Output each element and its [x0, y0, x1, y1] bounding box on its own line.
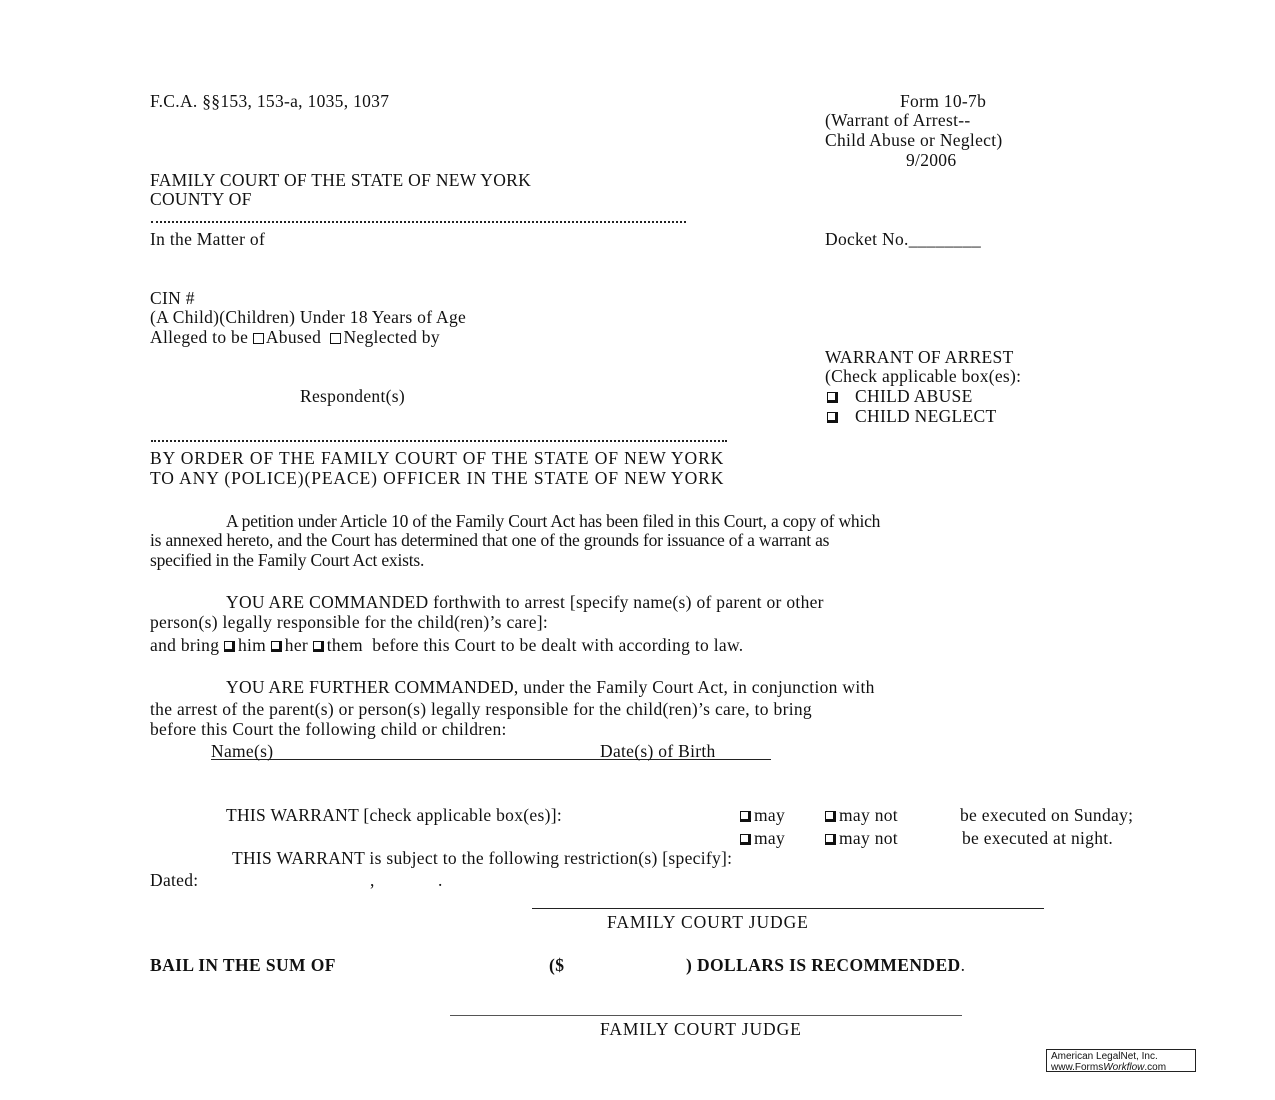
order-line1: BY ORDER OF THE FAMILY COURT OF THE STATE OF NEW YORK: [150, 448, 725, 468]
petition-line1: A petition under Article 10 of the Family Court Act has been filed in this Court, a copy of which: [226, 511, 881, 531]
bail-period: .: [960, 955, 966, 975]
warrant-instruction: (Check applicable box(es):: [825, 366, 1022, 386]
docket-blank: ________: [908, 229, 982, 249]
child-neglect-option[interactable]: [827, 406, 996, 426]
petition-line2: is annexed hereto, and the Court has determined that one of the grounds for issuance of a warrant as: [150, 530, 830, 550]
form-date: 9/2006: [906, 150, 957, 170]
alleged-prefix: Alleged to be: [150, 327, 253, 347]
night-may-option[interactable]: [740, 828, 785, 848]
judge-signature-line[interactable]: [532, 908, 1044, 909]
bring-prefix: and bring: [150, 635, 224, 655]
child-abuse-checkbox[interactable]: [827, 392, 838, 403]
docket-number-field[interactable]: [825, 229, 981, 249]
further-line1: YOU ARE FURTHER COMMANDED, under the Family Court Act, in conjunction with: [226, 677, 875, 697]
publisher-badge: [1046, 1049, 1196, 1072]
night-may-checkbox[interactable]: [740, 834, 751, 845]
website-prefix: www.Forms: [1051, 1062, 1104, 1073]
bring-suffix: before this Court to be dealt with according to law.: [362, 635, 744, 655]
her-checkbox[interactable]: [271, 641, 282, 652]
commanded-line1: YOU ARE COMMANDED forthwith to arrest [specify name(s) of parent or other: [226, 592, 824, 612]
sunday-may-label: may: [754, 805, 786, 825]
child-neglect-label: CHILD NEGLECT: [855, 406, 997, 426]
commanded-line2: person(s) legally responsible for the child(ren)’s care]:: [150, 612, 549, 632]
bail-suffix: [686, 955, 965, 975]
order-line2: TO ANY (POLICE)(PEACE) OFFICER IN THE STATE OF NEW YORK: [150, 468, 725, 488]
website-italic: Workflow: [1103, 1062, 1145, 1073]
him-checkbox[interactable]: [224, 641, 235, 652]
execution-label: THIS WARRANT [check applicable box(es)]:: [226, 805, 562, 825]
bring-line: [150, 635, 743, 655]
dated-label: Dated:: [150, 870, 199, 890]
night-may-not-option[interactable]: [825, 828, 898, 848]
bail-judge-signature-line[interactable]: [450, 1015, 962, 1016]
caption-divider-top: [151, 221, 686, 223]
publisher-name: American LegalNet, Inc.: [1051, 1051, 1158, 1062]
court-name: FAMILY COURT OF THE STATE OF NEW YORK: [150, 170, 532, 190]
them-label: them: [326, 635, 363, 655]
in-the-matter-of: In the Matter of: [150, 229, 266, 249]
sunday-may-checkbox[interactable]: [740, 811, 751, 822]
bail-judge-title: FAMILY COURT JUDGE: [600, 1019, 802, 1039]
him-label: him: [237, 635, 267, 655]
further-line3: before this Court the following child or children:: [150, 719, 507, 739]
respondent-label: Respondent(s): [300, 386, 405, 406]
sunday-may-not-option[interactable]: [825, 805, 898, 825]
county-label: COUNTY OF: [150, 189, 252, 209]
publisher-website: [1051, 1062, 1191, 1073]
child-age-line: (A Child)(Children) Under 18 Years of Age: [150, 307, 467, 327]
abused-checkbox[interactable]: [253, 333, 264, 344]
further-line2: the arrest of the parent(s) or person(s) legally responsible for the child(ren)’s care, to bring: [150, 699, 812, 719]
child-neglect-checkbox[interactable]: [827, 412, 838, 423]
neglected-checkbox[interactable]: [330, 333, 341, 344]
sunday-may-not-checkbox[interactable]: [825, 811, 836, 822]
night-text: be executed at night.: [962, 828, 1114, 848]
dated-comma: ,: [370, 870, 375, 890]
bail-dollar: ($: [549, 955, 565, 975]
sunday-may-not-label: may not: [839, 805, 898, 825]
children-table-header: [211, 741, 771, 760]
restriction-line: THIS WARRANT is subject to the following restriction(s) [specify]:: [232, 848, 733, 868]
child-abuse-option[interactable]: [827, 386, 973, 406]
statute-citation: F.C.A. §§153, 153-a, 1035, 1037: [150, 91, 390, 111]
sunday-may-option[interactable]: [740, 805, 785, 825]
neglected-label: Neglected by: [343, 327, 440, 347]
her-label: her: [284, 635, 309, 655]
judge-title: FAMILY COURT JUDGE: [607, 912, 809, 932]
night-may-not-checkbox[interactable]: [825, 834, 836, 845]
form-number: Form 10-7b: [900, 91, 987, 111]
dated-period: .: [438, 870, 443, 890]
dob-column-header: Date(s) of Birth: [600, 741, 716, 761]
cin-label: CIN #: [150, 288, 195, 308]
child-abuse-label: CHILD ABUSE: [855, 386, 973, 406]
bail-suffix-text: ) DOLLARS IS RECOMMENDED: [686, 955, 961, 975]
alleged-line: [150, 327, 440, 347]
bail-prefix: BAIL IN THE SUM OF: [150, 955, 336, 975]
website-suffix: .com: [1144, 1062, 1167, 1073]
petition-line3: specified in the Family Court Act exists.: [150, 550, 425, 570]
night-may-not-label: may not: [839, 828, 898, 848]
docket-label: Docket No.: [825, 229, 909, 249]
form-description-line2: Child Abuse or Neglect): [825, 130, 1003, 150]
sunday-text: be executed on Sunday;: [960, 805, 1134, 825]
abused-label: Abused: [265, 327, 322, 347]
night-may-label: may: [754, 828, 786, 848]
names-column-header: Name(s): [211, 741, 274, 761]
them-checkbox[interactable]: [313, 641, 324, 652]
caption-divider-bottom: [151, 440, 727, 442]
warrant-title: WARRANT OF ARREST: [825, 347, 1014, 367]
form-description-line1: (Warrant of Arrest--: [825, 110, 971, 130]
